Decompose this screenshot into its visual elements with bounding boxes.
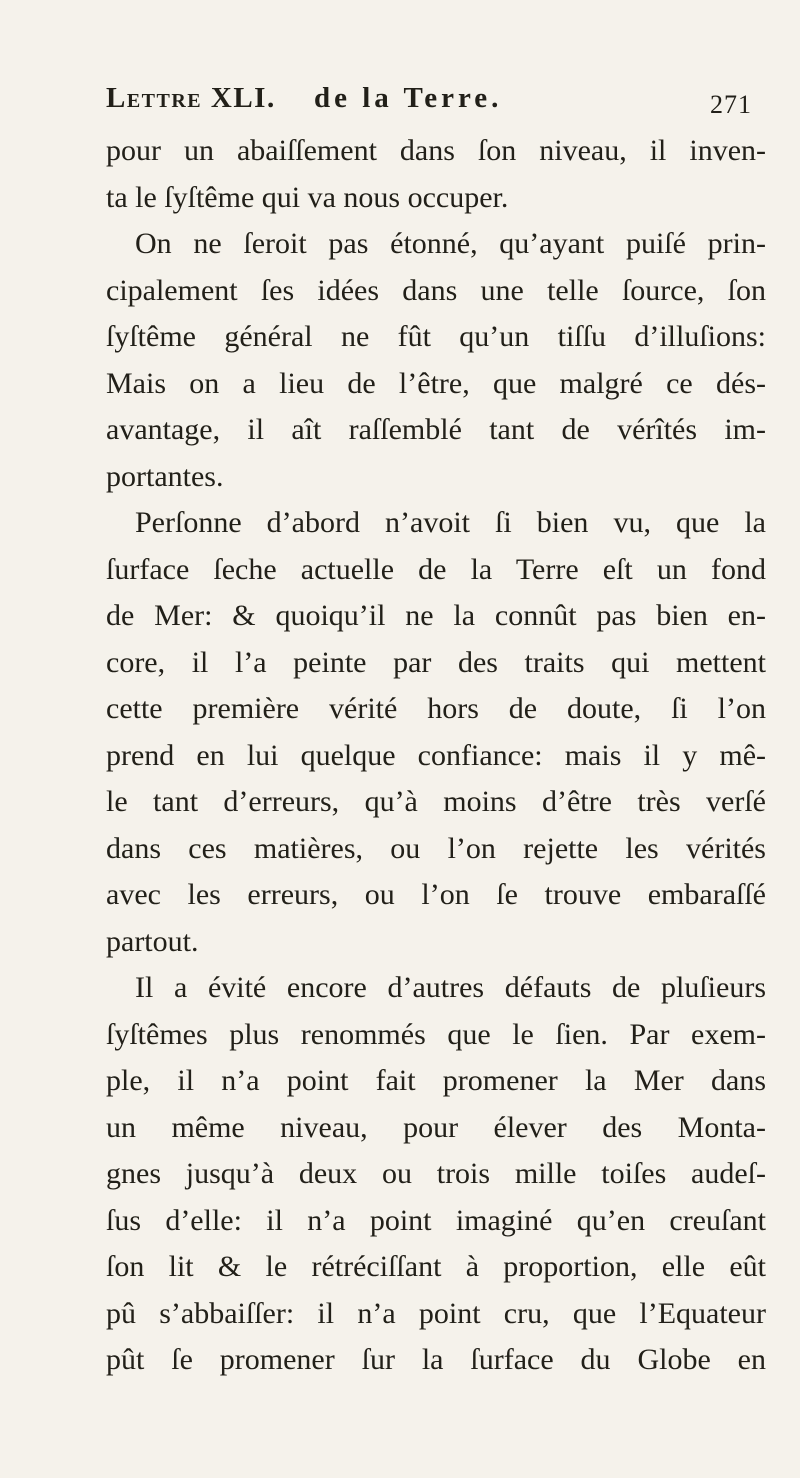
text-line: Il a évité encore d’autres défauts de pluſieurs: [135, 971, 766, 1004]
text-line: core, il l’a peinte par des traits qui mettent: [106, 645, 766, 679]
text-line: pût ſe promener ſur la ſurface du Globe en: [106, 1343, 766, 1376]
text-line: portantes.: [106, 459, 224, 493]
running-head: [106, 82, 766, 122]
text-line: ſyſtême général ne fût qu’un tiſſu d’illuſions:: [106, 320, 766, 353]
text-line: partout.: [106, 924, 199, 958]
text-line: ſon lit & le rétréciſſant à proportion, elle eût: [106, 1250, 766, 1283]
text-line: avec les erreurs, ou l’on ſe trouve embaraſſé: [106, 878, 766, 911]
text-line: le tant d’erreurs, qu’à moins d’être très verſé: [106, 785, 766, 818]
running-head-letter: Lettre XLI.: [106, 82, 276, 114]
running-head-title: de la Terre.: [314, 82, 503, 114]
text-line: pû s’abbaiſſer: il n’a point cru, que l’Equateur: [106, 1296, 766, 1330]
page-number: 271: [710, 90, 752, 119]
text-line: gnes jusqu’à deux ou trois mille toiſes audeſ-: [106, 1157, 766, 1190]
text-line: prend en lui quelque confiance: mais il y mê-: [106, 738, 766, 772]
text-line: ſus d’elle: il n’a point imaginé qu’en creuſant: [106, 1203, 766, 1237]
text-line: avantage, il aît raſſemblé tant de vérîtés im-: [106, 413, 766, 446]
text-line: un même niveau, pour élever des Monta-: [106, 1110, 766, 1144]
text-line: pour un abaiſſement dans ſon niveau, il inven-: [106, 134, 766, 167]
text-line: On ne ſeroit pas étonné, qu’ayant puiſé prin-: [135, 227, 766, 260]
text-line: ſurface ſeche actuelle de la Terre eſt un fond: [106, 552, 766, 586]
text-line: Perſonne d’abord n’avoit ſi bien vu, que la: [135, 506, 766, 539]
text-line: ſyſtêmes plus renommés que le ſien. Par exem-: [106, 1017, 766, 1051]
text-line: de Mer: & quoiqu’il ne la connût pas bien en-: [106, 599, 766, 632]
text-line: ta le ſyſtême qui va nous occuper.: [106, 180, 509, 214]
text-line: dans ces matières, ou l’on rejette les vérités: [106, 831, 766, 865]
text-line: ple, il n’a point fait promener la Mer dans: [106, 1064, 766, 1097]
body-text: [106, 128, 766, 1384]
text-line: cipalement ſes idées dans une telle ſource, ſon: [106, 273, 766, 307]
text-line: cette première vérité hors de doute, ſi l’on: [106, 692, 766, 725]
text-line: Mais on a lieu de l’être, que malgré ce dés-: [106, 366, 766, 400]
